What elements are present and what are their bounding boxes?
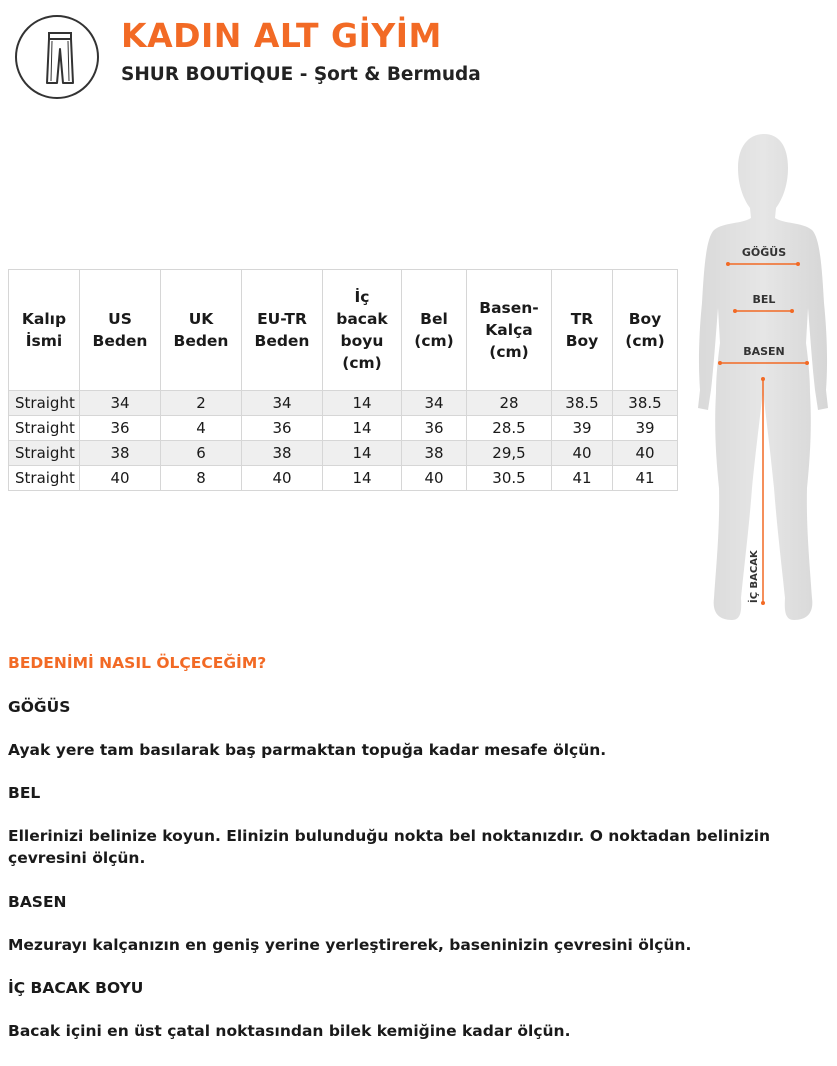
table-cell: 6: [161, 441, 242, 466]
table-header-row: [9, 270, 678, 391]
table-cell: Straight: [9, 441, 80, 466]
size-chart-table: [8, 269, 678, 491]
table-cell: 40: [242, 466, 323, 491]
instructions-heading: BEDENİMİ NASIL ÖLÇECEĞİM?: [8, 654, 267, 672]
table-row: [9, 416, 678, 441]
table-cell: 41: [552, 466, 613, 491]
section-title-inseam: İÇ BACAK BOYU: [8, 979, 144, 997]
table-cell: 36: [242, 416, 323, 441]
table-cell: 29,5: [467, 441, 552, 466]
hip-label: BASEN: [743, 345, 785, 358]
table-row: [9, 466, 678, 491]
header-pattern-name: Kalıp İsmi: [9, 270, 80, 391]
section-text-inseam: Bacak içini en üst çatal noktasından bilek kemiğine kadar ölçün.: [8, 1022, 571, 1040]
table-cell: Straight: [9, 466, 80, 491]
table-cell: 40: [613, 441, 678, 466]
header-length: Boy (cm): [613, 270, 678, 391]
table-cell: Straight: [9, 391, 80, 416]
body-measurement-figure: [694, 128, 834, 628]
section-text-chest: Ayak yere tam basılarak baş parmaktan topuğa kadar mesafe ölçün.: [8, 741, 607, 759]
table-cell: 14: [323, 416, 402, 441]
table-cell: 41: [613, 466, 678, 491]
table-cell: 38.5: [613, 391, 678, 416]
pants-icon: [44, 31, 76, 85]
table-cell: 4: [161, 416, 242, 441]
table-cell: 38: [80, 441, 161, 466]
table-cell: 40: [80, 466, 161, 491]
page-subtitle: SHUR BOUTİQUE - Şort & Bermuda: [121, 64, 481, 85]
table-cell: 34: [80, 391, 161, 416]
section-title-chest: GÖĞÜS: [8, 698, 71, 716]
section-title-waist: BEL: [8, 784, 41, 802]
header-eu-tr-size: EU-TR Beden: [242, 270, 323, 391]
table-cell: 40: [552, 441, 613, 466]
header-us-size: US Beden: [80, 270, 161, 391]
header-hip: Basen- Kalça (cm): [467, 270, 552, 391]
table-cell: 14: [323, 466, 402, 491]
header-waist: Bel (cm): [402, 270, 467, 391]
page-title: KADIN ALT GİYİM: [121, 16, 442, 55]
table-cell: 40: [402, 466, 467, 491]
waist-label: BEL: [752, 293, 776, 306]
table-cell: 38: [402, 441, 467, 466]
table-cell: 14: [323, 441, 402, 466]
category-logo: [15, 15, 99, 99]
table-cell: 39: [552, 416, 613, 441]
table-cell: 39: [613, 416, 678, 441]
table-cell: 8: [161, 466, 242, 491]
inseam-label: İÇ BACAK: [749, 550, 760, 603]
table-cell: 28: [467, 391, 552, 416]
table-cell: 36: [80, 416, 161, 441]
table-cell: 38.5: [552, 391, 613, 416]
table-cell: 38: [242, 441, 323, 466]
table-cell: 30.5: [467, 466, 552, 491]
table-cell: 36: [402, 416, 467, 441]
table-row: [9, 391, 678, 416]
section-title-hip: BASEN: [8, 893, 67, 911]
header-uk-size: UK Beden: [161, 270, 242, 391]
chest-label: GÖĞÜS: [741, 246, 787, 259]
table-cell: Straight: [9, 416, 80, 441]
table-row: [9, 441, 678, 466]
table-cell: 14: [323, 391, 402, 416]
section-text-hip: Mezurayı kalçanızın en geniş yerine yerleştirerek, baseninizin çevresini ölçün.: [8, 936, 692, 954]
header-tr-length: TR Boy: [552, 270, 613, 391]
table-cell: 34: [242, 391, 323, 416]
page-header: [14, 14, 714, 104]
section-text-waist: Ellerinizi belinize koyun. Elinizin bulunduğu nokta bel noktanızdır. O noktadan belinizin çevresini ölçün.: [8, 827, 771, 867]
table-cell: 28.5: [467, 416, 552, 441]
table-cell: 2: [161, 391, 242, 416]
table-cell: 34: [402, 391, 467, 416]
header-inseam: İç bacak boyu (cm): [323, 270, 402, 391]
